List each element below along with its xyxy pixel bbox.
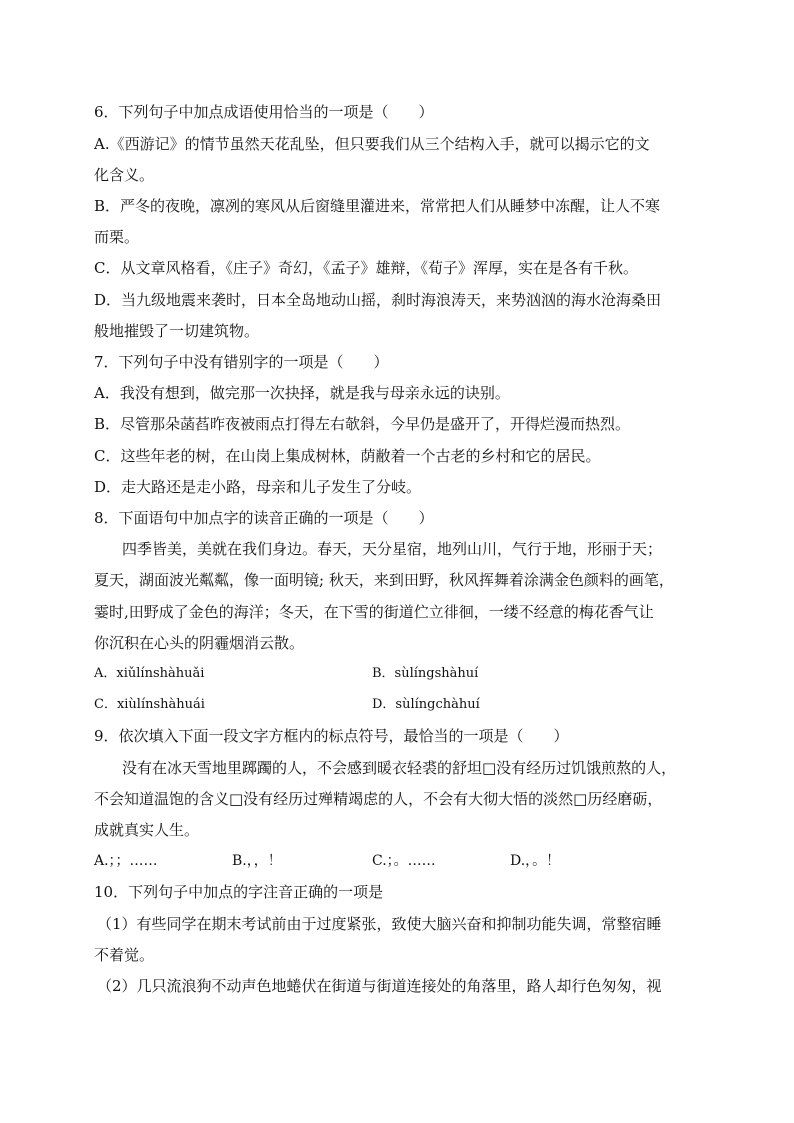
question-8-passage-line-3: 霎时,田野成了金色的海洋；冬天，在下雪的街道伫立徘徊，一缕不经意的梅花香气让 bbox=[94, 603, 654, 621]
question-6-option-c: C．从文章风格看，《庄子》奇幻，《孟子》雄辩，《荀子》浑厚，实在是各有千秋。 bbox=[94, 259, 638, 277]
question-8-option-c: C．xiùlínshàhuái bbox=[94, 697, 205, 712]
question-10-sentence-2: （2）几只流浪狗不动声色地蜷伏在街道与街道连接处的角落里，路人却行色匆匆，视 bbox=[97, 977, 662, 995]
question-9-passage-line-1: 没有在冰天雪地里踯躅的人，不会感到暖衣轻裘的舒坦□没有经历过饥饿煎熬的人， bbox=[122, 759, 677, 777]
question-9-passage-line-2: 不会知道温饱的含义□没有经历过殚精竭虑的人，不会有大彻大悟的淡然□历经磨砺， bbox=[94, 790, 663, 808]
question-8-passage-line-4: 你沉积在心头的阴霾烟消云散。 bbox=[94, 634, 305, 652]
question-8-option-d: D．sùlíngchàhuí bbox=[372, 697, 480, 712]
question-6-stem: 6．下列句子中加点成语使用恰当的一项是（ ） bbox=[94, 103, 434, 121]
question-7-option-c: C．这些年老的树，在山岗上集成树林，荫敝着一个古老的乡村和它的居民。 bbox=[94, 447, 601, 465]
question-7-option-a: A．我没有想到，做完那一次抉择，就是我与母亲永远的诀别。 bbox=[94, 384, 510, 402]
question-9-option-c: C.；。…… bbox=[372, 853, 436, 869]
question-9-option-a: A.；；…… bbox=[94, 853, 158, 869]
question-7-stem: 7．下列句子中没有错别字的一项是（ ） bbox=[94, 353, 389, 371]
question-8-passage-line-1: 四季皆美，美就在我们身边。春天，天分星宿，地列山川，气行于地，形丽于天； bbox=[122, 540, 663, 558]
question-9-stem: 9．依次填入下面一段文字方框内的标点符号，最恰当的一项是（ ） bbox=[94, 727, 569, 745]
question-8-option-b: B．sùlíngshàhuí bbox=[372, 666, 479, 681]
question-6-option-b-cont: 而栗。 bbox=[94, 228, 140, 246]
question-7-option-d: D．走大路还是走小路，母亲和儿子发生了分岐。 bbox=[94, 478, 422, 496]
question-10-stem: 10．下列句子中加点的字注音正确的一项是 bbox=[94, 883, 384, 901]
question-6-option-a-cont: 化含义。 bbox=[94, 166, 155, 184]
question-6-option-d: D．当九级地震来袭时，日本全岛地动山摇，刹时海浪涛天，来势汹汹的海水沧海桑田 bbox=[94, 291, 662, 309]
question-8-passage-line-2: 夏天，湖面波光粼粼，像一面明镜; 秋天，来到田野，秋风挥舞着涂满金色颜料的画笔， bbox=[94, 571, 674, 589]
question-9-option-d: D.，。！ bbox=[510, 853, 561, 869]
question-6-option-d-cont: 般地摧毁了一切建筑物。 bbox=[94, 322, 260, 340]
question-8-option-a: A．xiǔlínshàhuǎi bbox=[94, 666, 205, 681]
question-7-option-b: B．尽管那朵菡萏昨夜被雨点打得左右欹斜，今早仍是盛开了，开得烂漫而热烈。 bbox=[94, 415, 631, 433]
question-10-sentence-1-cont: 不着觉。 bbox=[94, 946, 155, 964]
question-10-sentence-1: （1）有些同学在期末考试前由于过度紧张，致使大脑兴奋和抑制功能失调，常整宿睡 bbox=[97, 915, 662, 933]
question-6-option-a: A.《西游记》的情节虽然天花乱坠，但只要我们从三个结构入手，就可以揭示它的文 bbox=[94, 135, 650, 153]
question-9-passage-line-3: 成就真实人生。 bbox=[94, 821, 200, 839]
question-6-option-b: B．严冬的夜晚，凛冽的寒风从后窗缝里灌进来，常常把人们从睡梦中冻醒，让人不寒 bbox=[94, 197, 661, 215]
question-9-option-b: B.，，！ bbox=[232, 853, 282, 869]
question-8-stem: 8．下面语句中加点字的读音正确的一项是（ ） bbox=[94, 509, 434, 527]
